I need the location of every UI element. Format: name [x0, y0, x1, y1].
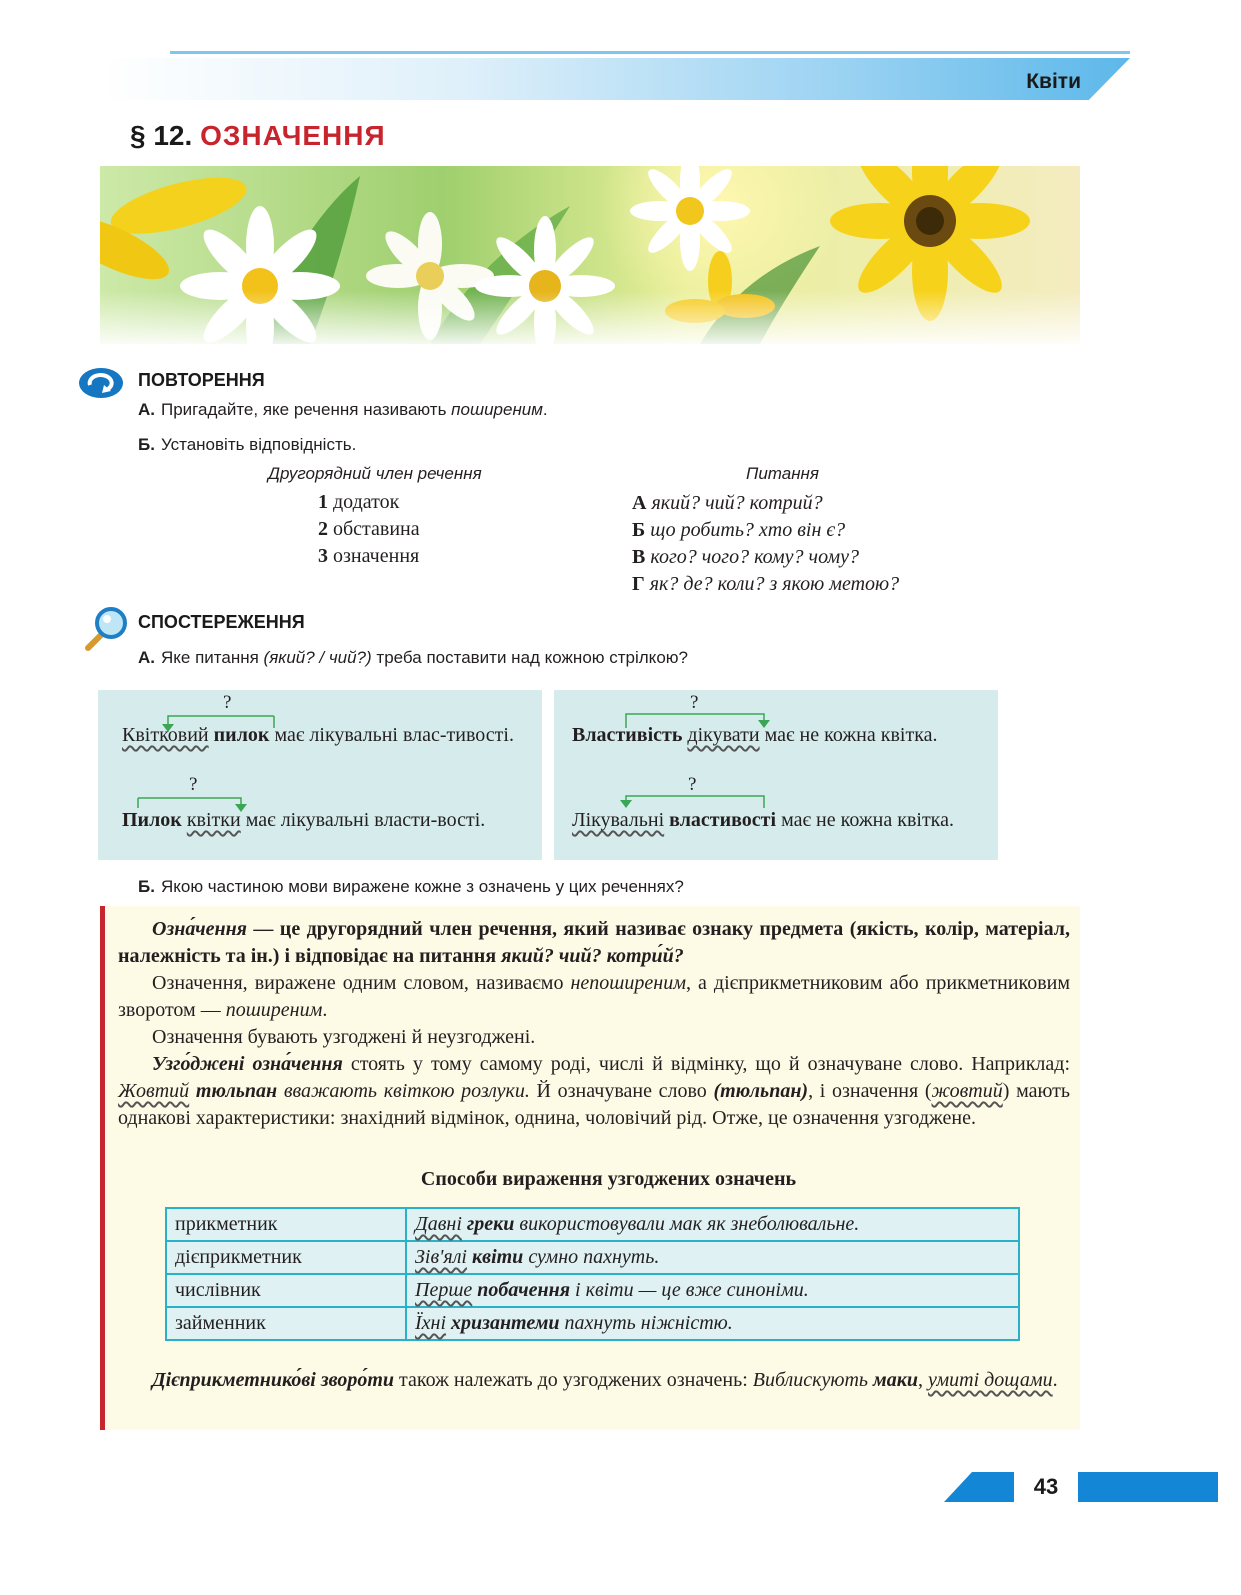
expression-ways-table [165, 1207, 1020, 1341]
sentence-rest: має лікувальні власти-вості. [240, 809, 486, 831]
subject-word: маки [873, 1369, 919, 1391]
repeat-task-b [138, 435, 356, 455]
example-sentence [122, 722, 524, 749]
text: , [918, 1369, 924, 1391]
repeat-heading: ПОВТОРЕННЯ [138, 370, 265, 390]
match-right-item: Б що робить? хто він є? [632, 519, 846, 541]
attribute-word: жовтий [931, 1080, 1003, 1102]
task-italic: (який? / чий?) [263, 648, 372, 667]
footer-stripe-right [1078, 1472, 1218, 1502]
task-letter: А. [138, 648, 155, 667]
question-mark: ? [223, 692, 232, 713]
arrows-box-1 [98, 690, 542, 860]
sentence-rest: має не кожна квітка. [776, 809, 954, 831]
part-of-speech: прикметник [166, 1208, 406, 1241]
rule-paragraph: Означення бувають узгоджені й неузгоджені. [152, 1026, 536, 1048]
repeat-task-a [138, 400, 548, 420]
sentence-rest: має лікувальні влас-тивості. [269, 724, 514, 746]
attribute-word: дікувати [687, 724, 760, 746]
task-text: Пригадайте, яке речення називають [161, 400, 452, 419]
task-end: . [542, 400, 548, 419]
questions: який? чий? котри́й? [501, 945, 684, 967]
task-letter: А. [138, 400, 155, 419]
text: також належать до узгоджених означень: [394, 1369, 753, 1391]
section-name: ОЗНАЧЕННЯ [200, 120, 386, 151]
example: Їхні хризантеми пахнуть ніжністю. [406, 1307, 1019, 1340]
text: . [322, 999, 328, 1021]
example-sentence [572, 807, 975, 834]
text: . [1052, 1369, 1058, 1391]
term: Озна́чення [152, 918, 247, 940]
table-title: Способи вираження узгоджених означень [420, 1168, 797, 1190]
task-text: Якою частиною мови виражене кожне з означень у цих реченнях? [160, 877, 684, 896]
attribute-word: Лікувальні [572, 809, 665, 831]
part-of-speech: дієприкметник [166, 1241, 406, 1274]
match-right-item: Г як? де? коли? з якою метою? [632, 573, 900, 595]
task-letter: Б. [138, 435, 155, 454]
subject-word: властивості [669, 809, 777, 831]
header-band [100, 58, 1130, 100]
task-italic: поширеним [451, 400, 543, 419]
example: Давні греки використовували мак як знеболювальне. [406, 1208, 1019, 1241]
flower-banner-image [100, 166, 1080, 344]
match-right-header: Питання [746, 464, 819, 483]
header-line [170, 51, 1130, 54]
subject-word: Властивість [572, 724, 683, 746]
task-text: треба поставити над кожною стрілкою? [371, 648, 688, 667]
term: Узго́джені озна́чення [152, 1053, 343, 1075]
task-text: Установіть відповідність. [160, 435, 357, 454]
text: стоять у тому самому роді, числі й відмінку, що й означуване слово. Наприклад: [342, 1053, 1071, 1075]
subject-word: пилок [213, 724, 270, 746]
chapter-title: Квіти [1026, 70, 1081, 93]
section-title [130, 120, 386, 152]
attribute-word: квітки [186, 809, 241, 831]
rule-paragraph [118, 1367, 1070, 1394]
match-left-header: Другорядний член речення [268, 464, 482, 483]
magnifier-icon [82, 604, 128, 654]
match-right-item: А який? чий? котрий? [632, 492, 823, 514]
example: Перше побачення і квіти — це вже синоніми. [406, 1274, 1019, 1307]
example: Зів'ялі квіти сумно пахнуть. [406, 1241, 1019, 1274]
table-row [166, 1241, 1019, 1274]
match-left-item: 3 означення [318, 545, 420, 567]
observe-heading: СПОСТЕРЕЖЕННЯ [138, 612, 305, 632]
rule-paragraph [118, 970, 1070, 1024]
example-sentence [572, 722, 975, 749]
observe-task-b [138, 877, 684, 897]
text: — це другорядний член речення, який називає ознаку предмета (якість, колір, матеріал, належність та ін.) і відповідає на питання [118, 918, 1070, 967]
attribute-word: умиті дощами [928, 1369, 1053, 1391]
repeat-icon [78, 367, 124, 399]
match-left-item: 1 додаток [318, 491, 400, 513]
flower-banner [100, 166, 1080, 344]
part-of-speech: числівник [166, 1274, 406, 1307]
subject-word: (тюльпан) [713, 1080, 809, 1102]
rule-paragraph [118, 1051, 1070, 1132]
subject-word: Пилок [122, 809, 182, 831]
text: , і означення ( [808, 1080, 932, 1102]
footer-stripe-left [944, 1472, 1014, 1502]
match-right-item: В кого? чого? кому? чому? [632, 546, 859, 568]
task-letter: Б. [138, 877, 155, 896]
text: Означення, виражене одним словом, називаємо [152, 972, 571, 994]
text: , а дієприкметниковим або прикметниковим зворотом — [118, 972, 1071, 1021]
text: Й означуване слово [529, 1080, 714, 1102]
example: Виблискують [752, 1369, 874, 1391]
question-mark: ? [688, 774, 697, 795]
term: непоширеним [570, 972, 686, 994]
sentence-rest: має не кожна квітка. [759, 724, 938, 746]
table-row [166, 1208, 1019, 1241]
table-row [166, 1307, 1019, 1340]
rule-definition [118, 916, 1070, 970]
subject-word: тюльпан [195, 1080, 278, 1102]
text: ) мають однакові характеристики: знахідний відмінок, однина, чоловічий рід. Отже, це означення узгоджене. [118, 1080, 1071, 1129]
section-number: § 12. [130, 120, 193, 151]
text: вважають квіткою розлуки. [277, 1080, 530, 1102]
question-mark: ? [189, 774, 198, 795]
match-left-item: 2 обставина [318, 518, 420, 540]
question-mark: ? [690, 692, 699, 713]
table-row [166, 1274, 1019, 1307]
part-of-speech: займенник [166, 1307, 406, 1340]
task-text: Яке питання [161, 648, 264, 667]
attribute-word: Жовтий [118, 1080, 190, 1102]
term: поширеним [225, 999, 323, 1021]
page-number: 43 [1033, 1474, 1059, 1499]
term: Дієприкметнико́ві зворо́ти [152, 1369, 395, 1391]
example-sentence [122, 807, 524, 834]
attribute-word: Квітковий [122, 724, 209, 746]
arrows-box-2 [554, 690, 998, 860]
observe-task-a [138, 648, 688, 668]
